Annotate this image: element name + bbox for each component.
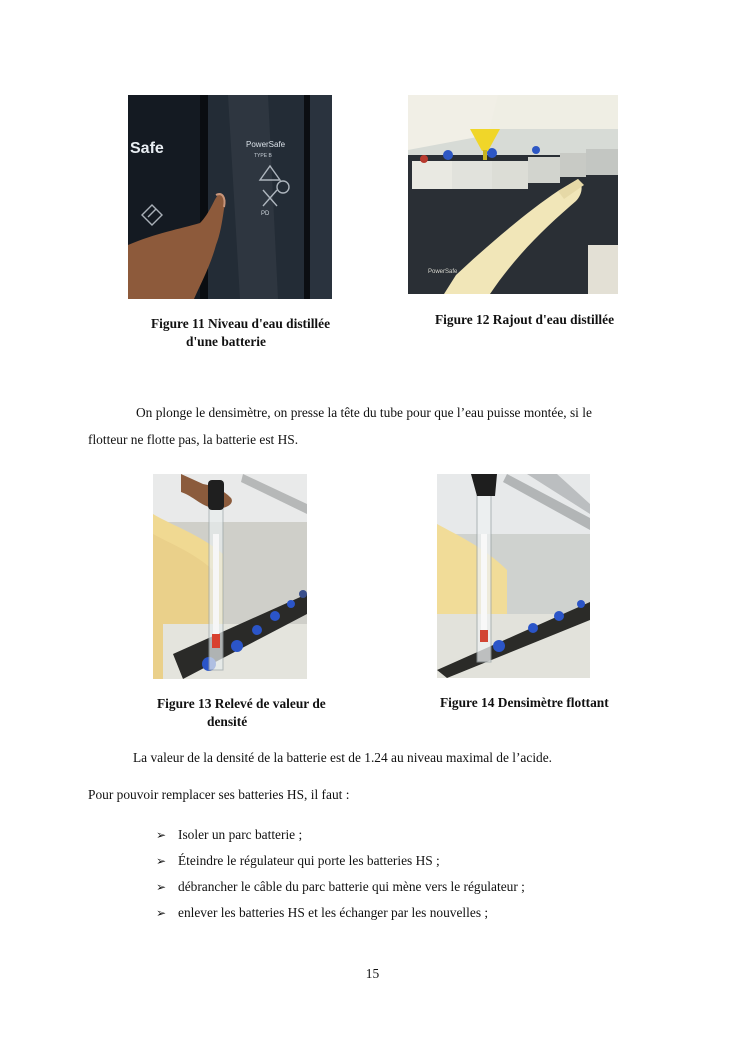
figure-11-caption-line2: d'une batterie	[186, 334, 266, 349]
figure-11-photo	[128, 95, 332, 299]
list-item-text: Éteindre le régulateur qui porte les batteries HS ;	[178, 853, 440, 868]
paragraph-2: La valeur de la densité de la batterie est de 1.24 au niveau maximal de l’acide.	[133, 750, 553, 765]
figure-12-photo	[408, 95, 618, 294]
paragraph-1-line-1: On plonge le densimètre, on presse la tête du tube pour que l’eau puisse montée, si le	[136, 405, 592, 420]
list-item	[156, 874, 525, 900]
figure-13-caption	[157, 695, 377, 731]
page-number: 15	[365, 966, 380, 981]
figure-11-caption-line1: Figure 11 Niveau d'eau distillée	[151, 316, 331, 331]
fig11-brand-left: Safe	[130, 140, 164, 157]
fig11-pb: PD	[261, 211, 270, 217]
list-item	[156, 848, 525, 874]
figure-11-caption	[151, 315, 371, 351]
list-item	[156, 900, 525, 926]
list-item	[156, 822, 525, 848]
arrow-bullet-icon: ➢	[156, 880, 167, 894]
list-item-text: enlever les batteries HS et les échanger par les nouvelles ;	[178, 905, 489, 920]
list-item-text: débrancher le câble du parc batterie qui mène vers le régulateur ;	[178, 879, 525, 894]
figure-12-caption: Figure 12 Rajout d'eau distillée	[435, 312, 615, 327]
arrow-bullet-icon: ➢	[156, 828, 167, 842]
figure-13-caption-line2: densité	[207, 714, 248, 729]
list-item-text: Isoler un parc batterie ;	[178, 827, 303, 842]
fig11-brand-right: PowerSafe	[246, 140, 286, 149]
paragraph-1-line-2: flotteur ne flotte pas, la batterie est HS.	[88, 432, 299, 447]
figure-14-photo	[437, 474, 590, 678]
bullet-list	[156, 822, 525, 926]
fig12-brand: PowerSafe	[428, 269, 458, 275]
paragraph-3: Pour pouvoir remplacer ses batteries HS, il faut :	[88, 787, 350, 802]
arrow-bullet-icon: ➢	[156, 854, 167, 868]
arrow-bullet-icon: ➢	[156, 906, 167, 920]
figure-14-caption: Figure 14 Densimètre flottant	[440, 695, 609, 710]
figure-13-caption-line1: Figure 13 Relevé de valeur de	[157, 696, 326, 711]
figure-13-photo	[153, 474, 307, 679]
fig11-model: TYPE B	[254, 153, 272, 159]
